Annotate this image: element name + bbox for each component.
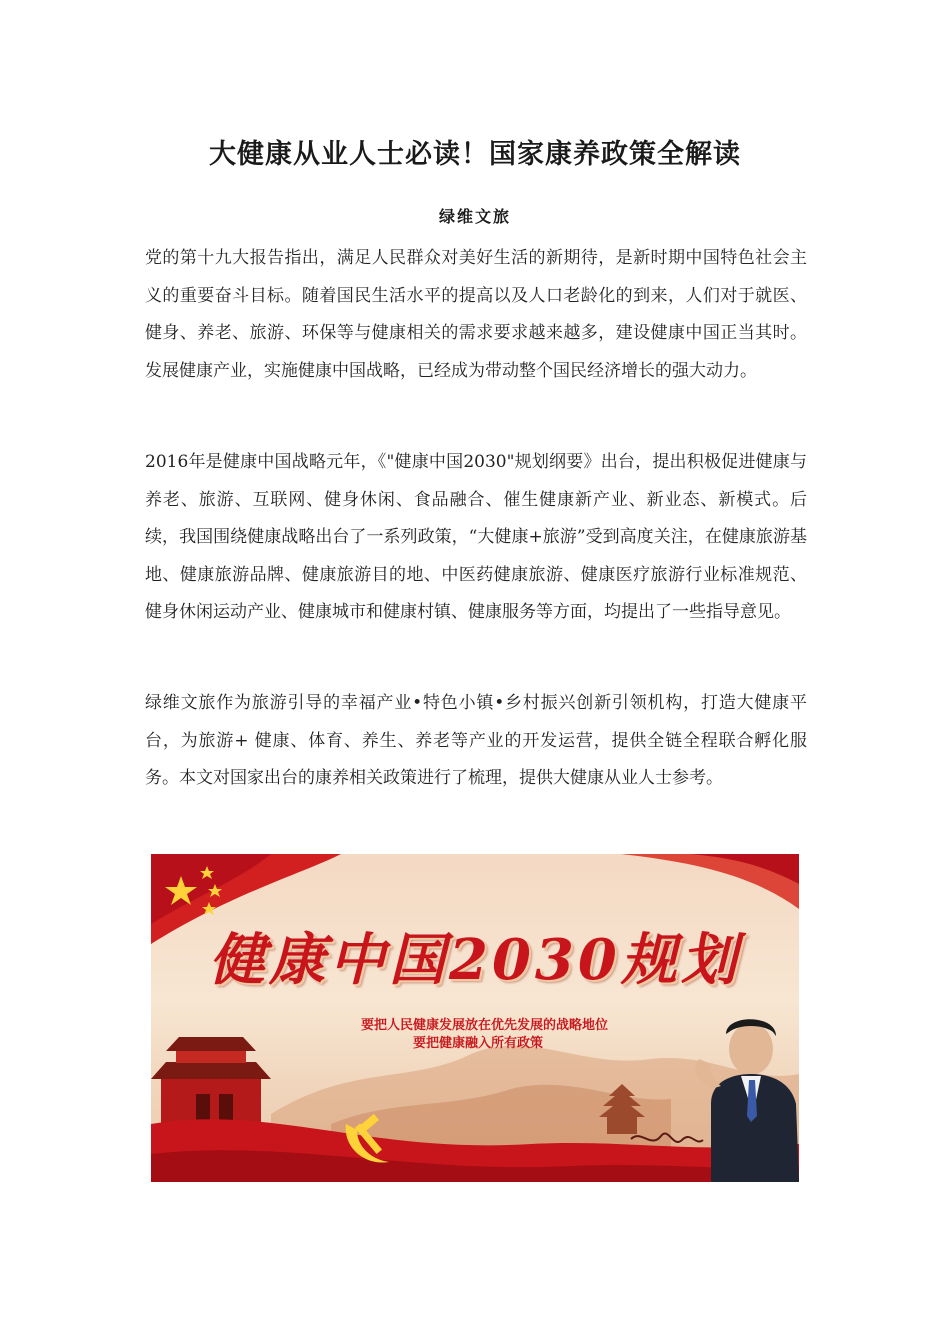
- tiananmen-gate-icon: [151, 1037, 271, 1124]
- paragraph-2: 2016年是健康中国战略元年，《"健康中国2030"规划纲要》出台，提出积极促进健康与养老、旅游、互联网、健身休闲、食品融合、催生健康新产业、新业态、新模式。后续，我国围绕健康战略出台了一系列政策，“大健康+旅游”受到高度关注，在健康旅游基地、健康旅游品牌、健康旅游目的地、中医药健康旅游、健康医疗旅游行业标准规范、健身休闲运动产业、健康城市和健康村镇、健康服务等方面，均提出了一些指导意见。: [145, 452, 807, 622]
- banner-subtitle-line-1: 要把人民健康发展放在优先发展的战略地位: [361, 1018, 609, 1033]
- banner-title: 健康中国2030规划: [209, 927, 741, 993]
- paragraph-3: 绿维文旅作为旅游引导的幸福产业•特色小镇•乡村振兴创新引领机构，打造大健康平台，为旅游+ 健康、体育、养生、养老等产业的开发运营，提供全链全程联合孵化服务。本文对国家出台的康养相关政策进行了梳理，提供大健康从业人士参考。: [145, 693, 807, 788]
- healthy-china-2030-banner-image: [151, 854, 799, 1182]
- article-title: 大健康从业人士必读！国家康养政策全解读: [209, 139, 741, 170]
- article-author: 绿维文旅: [438, 207, 511, 226]
- paragraph-1: 党的第十九大报告指出，满足人民群众对美好生活的新期待，是新时期中国特色社会主义的重要奋斗目标。随着国民生活水平的提高以及人口老龄化的到来，人们对于就医、健身、养老、旅游、环保等与健康相关的需求要求越来越多，建设健康中国正当其时。发展健康产业，实施健康中国战略，已经成为带动整个国民经济增长的强大动力。: [145, 248, 807, 381]
- banner-subtitle-line-2: 要把健康融入所有政策: [413, 1036, 544, 1051]
